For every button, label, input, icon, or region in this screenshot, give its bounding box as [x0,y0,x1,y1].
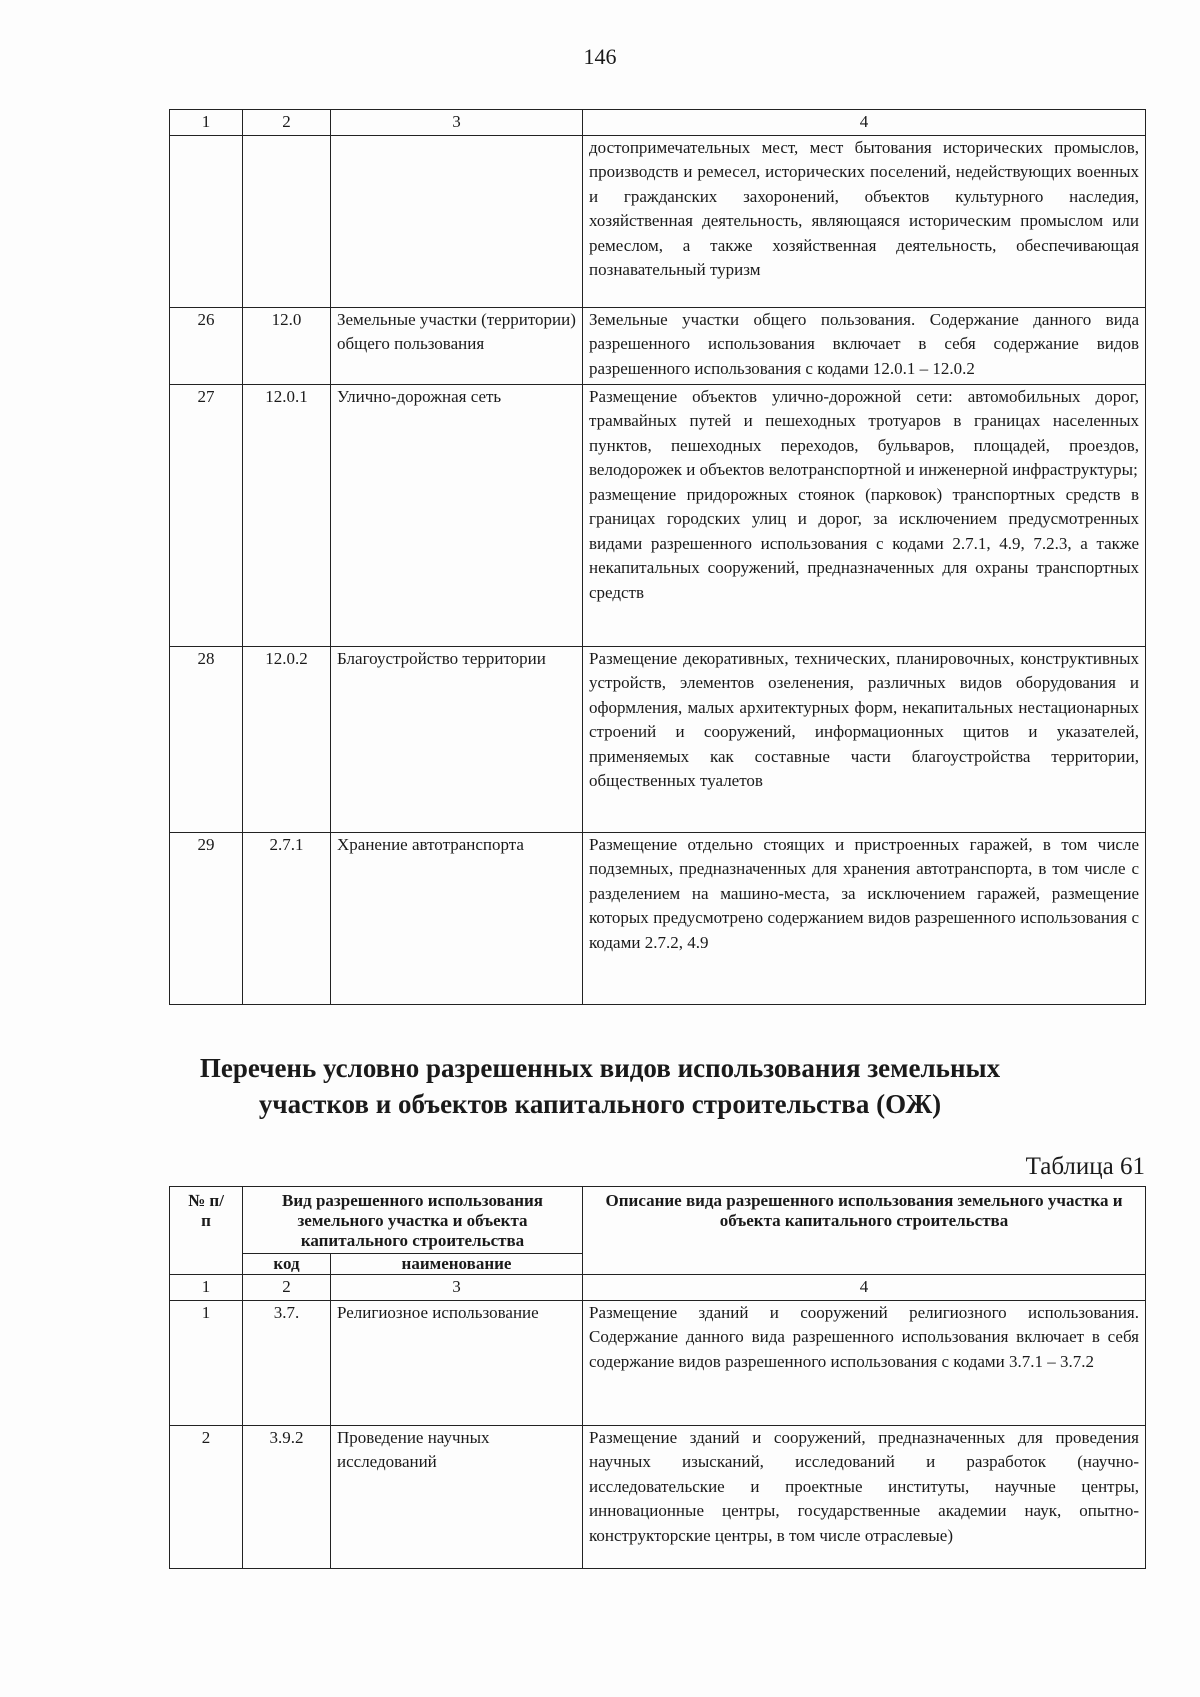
row-description: Размещение зданий и сооружений, предназначенных для проведения научных изысканий, исследований и разработок (научно-исследовательские и проектные институты, научные центры, инновационные центры, государственные академии наук, опытно-конструкторские центры, в том числе отраслевые) [583,1425,1146,1568]
row-code: 12.0.1 [243,384,331,646]
row-description [583,384,1146,646]
row-name: Улично-дорожная сеть [331,384,583,646]
column-number: 2 [243,110,331,136]
table-row [170,832,1146,1004]
row-number: 1 [170,1300,243,1425]
header-description: Описание вида разрешенного использования земельного участка и объекта капитального строительства [583,1187,1146,1275]
column-number: 3 [331,1275,583,1301]
row-code: 3.9.2 [243,1425,331,1568]
header-number: № п/п [170,1187,243,1275]
table-caption: Таблица 61 [1025,1153,1145,1180]
row-name: Благоустройство территории [331,646,583,832]
row-description: Размещение зданий и сооружений религиозного использования. Содержание данного вида разрешенного использования включает в себя содержание видов разрешенного использования с кодами 3.7.1 – 3.7.2 [583,1300,1146,1425]
row-description: Размещение декоративных, технических, планировочных, конструктивных устройств, элементов озеленения, различных видов оборудования и оформления, малых архитектурных форм, некапитальных нестационарных строений и сооружений, информационных щитов и указателей, применяемых как составные части благоустройства территории, общественных туалетов [583,646,1146,832]
table-row [170,384,1146,646]
section-heading [0,1050,1200,1122]
row-code: 12.0.2 [243,646,331,832]
row-code [243,135,331,307]
row-code: 2.7.1 [243,832,331,1004]
table-row [170,135,1146,307]
header-kind: Вид разрешенного использования земельного участка и объекта капитального строительства [243,1187,583,1254]
row-number: 28 [170,646,243,832]
row-name: Проведение научных исследований [331,1425,583,1568]
row-number: 29 [170,832,243,1004]
column-number: 4 [583,110,1146,136]
row-number: 2 [170,1425,243,1568]
header-name: наименование [331,1254,583,1275]
row-code: 3.7. [243,1300,331,1425]
table-row [170,646,1146,832]
column-number-row [170,110,1146,136]
row-number: 27 [170,384,243,646]
row-name: Религиозное использование [331,1300,583,1425]
row-description-part: размещение придорожных стоянок (парковок) транспортных средств в границах городских улиц и дорог, за исключением предусмотренных видами разрешенного использования с кодами 2.7.1, 4.9, 7.2.3, а также некапитальных сооружений, предназначенных для охраны транспортных средств [589,484,1139,602]
row-description-part: Размещение объектов улично-дорожной сети: автомобильных дорог, трамвайных путей и пешеходных тротуаров в границах населенных пунктов, пешеходных переходов, бульваров, площадей, проездов, велодорожек и объектов велотранспортной и инженерной инфраструктуры; [589,386,1139,479]
header-code: код [243,1254,331,1275]
row-number: 26 [170,307,243,384]
row-name: Хранение автотранспорта [331,832,583,1004]
column-number: 1 [170,1275,243,1301]
table-row [170,1300,1146,1425]
column-number: 1 [170,110,243,136]
row-name: Земельные участки (территории) общего пользования [331,307,583,384]
row-description: Земельные участки общего пользования. Содержание данного вида разрешенного использования включает в себя содержание видов разрешенного использования с кодами 12.0.1 – 12.0.2 [583,307,1146,384]
row-code: 12.0 [243,307,331,384]
column-number: 4 [583,1275,1146,1301]
conditional-use-table [169,1186,1146,1569]
table-header-row [170,1187,1146,1254]
row-description: Размещение отдельно стоящих и пристроенных гаражей, в том числе подземных, предназначенных для хранения автотранспорта, в том числе с разделением на машино-места, за исключением гаражей, размещение которых предусмотрено содержанием видов разрешенного использования с кодами 2.7.2, 4.9 [583,832,1146,1004]
row-description: достопримечательных мест, мест бытования исторических промыслов, производств и ремесел, исторических поселений, недействующих военных и гражданских захоронений, объектов культурного наследия, хозяйственная деятельность, являющаяся историческим промыслом или ремеслом, а также хозяйственная деятельность, обеспечивающая познавательный туризм [583,135,1146,307]
page-number: 146 [583,44,617,69]
section-heading-line: Перечень условно разрешенных видов использования земельных [199,1053,1001,1083]
column-number: 2 [243,1275,331,1301]
column-number-row [170,1275,1146,1301]
land-use-table-continued [169,109,1146,1005]
row-name [331,135,583,307]
table-row [170,307,1146,384]
column-number: 3 [331,110,583,136]
table-row [170,1425,1146,1568]
row-number [170,135,243,307]
section-heading-line: участков и объектов капитального строительства (ОЖ) [258,1089,942,1119]
